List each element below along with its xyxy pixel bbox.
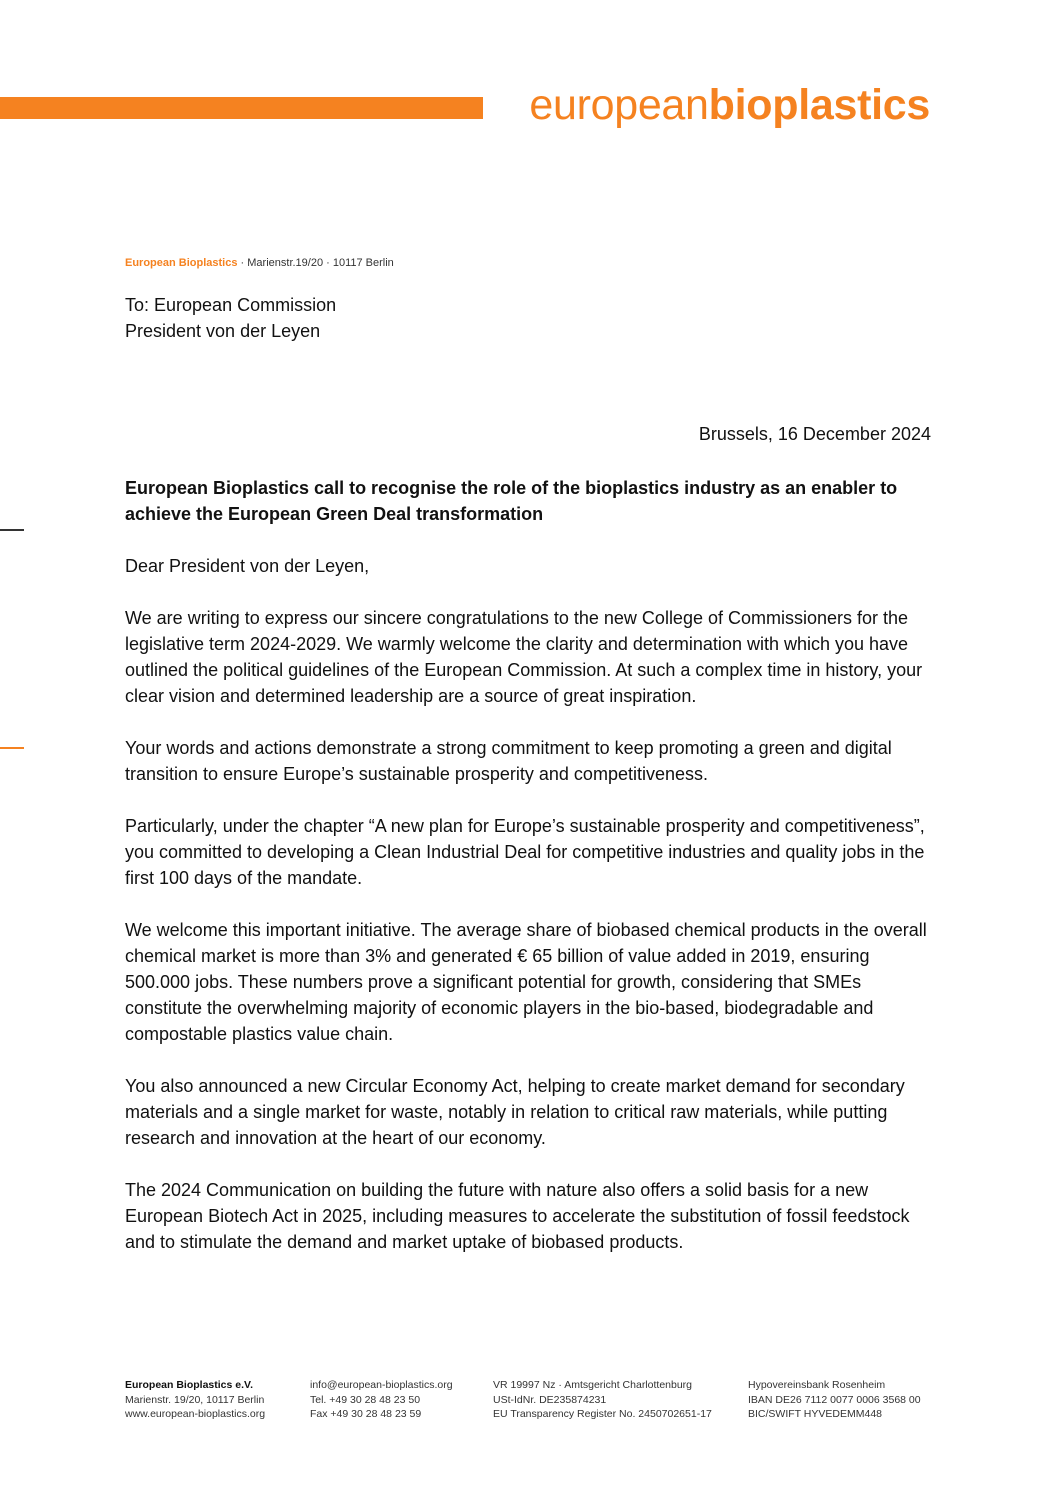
- letter-body: [125, 553, 931, 1281]
- footer-vat-id: USt-IdNr. DE235874231: [493, 1393, 607, 1406]
- footer-contact: [310, 1378, 453, 1422]
- footer-phone: Tel. +49 30 28 48 23 50: [310, 1393, 421, 1406]
- paragraph: We welcome this important initiative. The average share of biobased chemical products in the overall chemical market is more than 3% and generated € 65 billion of value added in 2019, ensuring 500.000 jobs. These numbers prove a significant potential for growth, considering that SMEs constitute the overwhelming majority of economic players in the bio-based, biodegradable and compostable plastics value chain.: [125, 920, 927, 1044]
- recipient-line-2: President von der Leyen: [125, 321, 321, 341]
- footer-email-link[interactable]: info@european-bioplastics.org: [310, 1379, 453, 1391]
- footer-registry: [493, 1378, 712, 1422]
- footer-iban: IBAN DE26 7112 0077 0006 3568 00: [748, 1393, 921, 1406]
- fold-mark-punch: [0, 747, 24, 749]
- salutation: Dear President von der Leyen,: [125, 556, 370, 576]
- footer-bank: [748, 1378, 921, 1422]
- sender-address: · Marienstr.19/20 · 10117 Berlin: [237, 257, 394, 269]
- paragraph: Your words and actions demonstrate a strong commitment to keep promoting a green and digital transition to ensure Europe’s sustainable prosperity and competitiveness.: [125, 738, 892, 784]
- brand-bar: [0, 97, 483, 119]
- footer-street: Marienstr. 19/20, 10117 Berlin: [125, 1393, 265, 1406]
- paragraph: We are writing to express our sincere congratulations to the new College of Commissioners for the legislative term 2024-2029. We warmly welcome the clarity and determination with which you have outlined the political guidelines of the European Commission. At such a complex time in history, your clear vision and determined leadership are a source of great inspiration.: [125, 608, 923, 706]
- footer-register-court: VR 19997 Nz · Amtsgericht Charlottenburg: [493, 1379, 693, 1391]
- paragraph: You also announced a new Circular Economy Act, helping to create market demand for secondary materials and a single market for waste, notably in relation to critical raw materials, while putting research and innovation at the heart of our economy.: [125, 1076, 905, 1148]
- footer-website-link[interactable]: www.european-bioplastics.org: [125, 1408, 266, 1420]
- footer-bank-name: Hypovereinsbank Rosenheim: [748, 1379, 886, 1391]
- footer-transparency-register: EU Transparency Register No. 2450702651-17: [493, 1408, 712, 1420]
- letter-date: Brussels, 16 December 2024: [698, 424, 931, 444]
- sender-org: European Bioplastics: [125, 257, 238, 269]
- sender-line: [125, 257, 394, 269]
- footer-bic: BIC/SWIFT HYVEDEMM448: [748, 1408, 882, 1420]
- recipient-line-1: To: European Commission: [125, 295, 337, 315]
- letter-subject: European Bioplastics call to recognise the role of the bioplastics industry as an enabler to achieve the European Green Deal transformation: [125, 478, 898, 524]
- footer-fax: Fax +49 30 28 48 23 59: [310, 1408, 422, 1420]
- paragraph: Particularly, under the chapter “A new plan for Europe’s sustainable prosperity and competitiveness”, you committed to developing a Clean Industrial Deal for competitive industries and quality jobs in the first 100 days of the mandate.: [125, 816, 925, 888]
- fold-mark-top: [0, 529, 24, 531]
- logo-light-text: european: [529, 81, 709, 129]
- logo-bold-text: bioplastics: [708, 81, 930, 129]
- european-bioplastics-logo: [529, 80, 930, 130]
- footer-address: [125, 1378, 265, 1422]
- footer-org-name: European Bioplastics e.V.: [125, 1379, 253, 1391]
- recipient-block: [125, 292, 336, 344]
- paragraph: The 2024 Communication on building the future with nature also offers a solid basis for a new European Biotech Act in 2025, including measures to accelerate the substitution of fossil feedstock and to stimulate the demand and market uptake of biobased products.: [125, 1180, 910, 1252]
